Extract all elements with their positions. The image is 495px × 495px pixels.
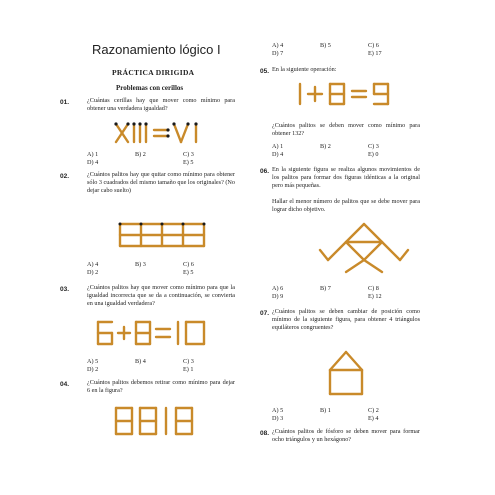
question-text-followup: Hallar el menor número de palitos que se debe mover para lograr dicho objetivo.	[272, 198, 420, 214]
answer-options	[272, 143, 408, 158]
option[interactable]: E) 5	[183, 268, 194, 276]
question-text: ¿Cuántos palitos de fósforo se deben mover para formar ocho triángulos y un hexágono?	[272, 428, 420, 444]
option[interactable]: D) 3	[272, 414, 284, 422]
question-number: 01.	[60, 99, 70, 106]
answer-options	[272, 285, 408, 300]
option[interactable]: D) 4	[272, 150, 284, 158]
option[interactable]: C) 2	[368, 407, 379, 414]
option[interactable]: A) 1	[272, 143, 284, 150]
option[interactable]: E) 12	[368, 292, 382, 300]
option[interactable]: D) 2	[87, 365, 99, 373]
question-number: 02.	[60, 173, 70, 180]
option[interactable]: A) 6	[272, 285, 284, 292]
option[interactable]: B) 7	[320, 285, 331, 292]
question-number: 04.	[60, 381, 70, 388]
option[interactable]: D) 4	[87, 158, 99, 166]
option[interactable]: E) 0	[368, 150, 379, 158]
option[interactable]: C) 8	[368, 285, 379, 292]
answer-options-continued	[272, 42, 408, 57]
option[interactable]: E) 17	[368, 49, 382, 57]
question-text: ¿Cuántas cerillas hay que mover como mínimo para obtener una verdadera igualdad?	[87, 97, 235, 113]
question-number: 03.	[60, 286, 70, 293]
question-text-followup: ¿Cuántos palitos se deben mover como mínimo para obtener 132?	[272, 122, 420, 138]
option[interactable]: D) 7	[272, 49, 284, 57]
question-text: ¿Cuántos palitos se deben cambiar de posición como mínimo de la siguiente figura, para obtener 4 triángulos equiláteros congruentes?	[272, 308, 420, 332]
section-heading: Problemas con cerillos	[116, 84, 184, 92]
answer-options	[87, 261, 223, 276]
option[interactable]: B) 3	[135, 261, 146, 268]
matchstick-equation-figure-q3	[96, 320, 208, 346]
question-text: En la siguiente figura se realiza algunos movimientos de los palitos para formar dos figuras idénticas a la original pero más pequeñas.	[272, 166, 420, 190]
answer-options	[87, 358, 223, 373]
matchstick-arrow-figure-q6	[316, 220, 412, 276]
option[interactable]: A) 1	[87, 151, 99, 158]
matchstick-equation-figure-q5	[296, 82, 404, 106]
question-number: 07.	[260, 310, 270, 317]
option[interactable]: C) 3	[183, 358, 194, 365]
question-text: ¿Cuántos palitos hay que quitar como mínimo para obtener sólo 3 cuadrados del mismo tamaño que los originales? (No dejar cabo suelto)	[87, 171, 235, 195]
option[interactable]: B) 4	[135, 358, 146, 365]
option[interactable]: B) 2	[320, 143, 331, 150]
page-title: Razonamiento lógico I	[92, 42, 221, 57]
option[interactable]: E) 4	[368, 414, 379, 422]
option[interactable]: A) 5	[272, 407, 284, 414]
answer-options	[87, 151, 223, 166]
option[interactable]: E) 1	[183, 365, 194, 373]
question-text: ¿Cuántos palitos debemos retirar como mínimo para dejar 6 en la figura?	[87, 379, 235, 395]
answer-options	[272, 407, 408, 422]
matchstick-squares-figure-q2	[118, 222, 206, 248]
section-subtitle: PRÁCTICA DIRIGIDA	[112, 68, 195, 77]
option[interactable]: C) 3	[183, 151, 194, 158]
option[interactable]: C) 3	[368, 143, 379, 150]
question-number: 06.	[260, 168, 270, 175]
option[interactable]: E) 5	[183, 158, 194, 166]
question-text: ¿Cuántos palitos hay que mover como mínimo para que la igualdad incorrecta que se da a continuación, se convierta en una igualdad verdadera?	[87, 284, 235, 308]
option[interactable]: D) 9	[272, 292, 284, 300]
option[interactable]: D) 2	[87, 268, 99, 276]
option[interactable]: A) 5	[87, 358, 99, 365]
question-number: 05.	[260, 68, 270, 75]
matchstick-8818-figure-q4	[114, 406, 210, 436]
option[interactable]: B) 2	[135, 151, 146, 158]
option[interactable]: A) 4	[272, 42, 284, 49]
option[interactable]: B) 1	[320, 407, 331, 414]
question-text: En la siguiente operación:	[272, 66, 337, 73]
option[interactable]: B) 5	[320, 42, 331, 49]
option[interactable]: C) 6	[368, 42, 379, 49]
question-number: 08.	[260, 430, 270, 437]
matchstick-house-figure-q7	[324, 350, 368, 398]
matchstick-figure-q1	[114, 122, 204, 144]
option[interactable]: C) 6	[183, 261, 194, 268]
option[interactable]: A) 4	[87, 261, 99, 268]
